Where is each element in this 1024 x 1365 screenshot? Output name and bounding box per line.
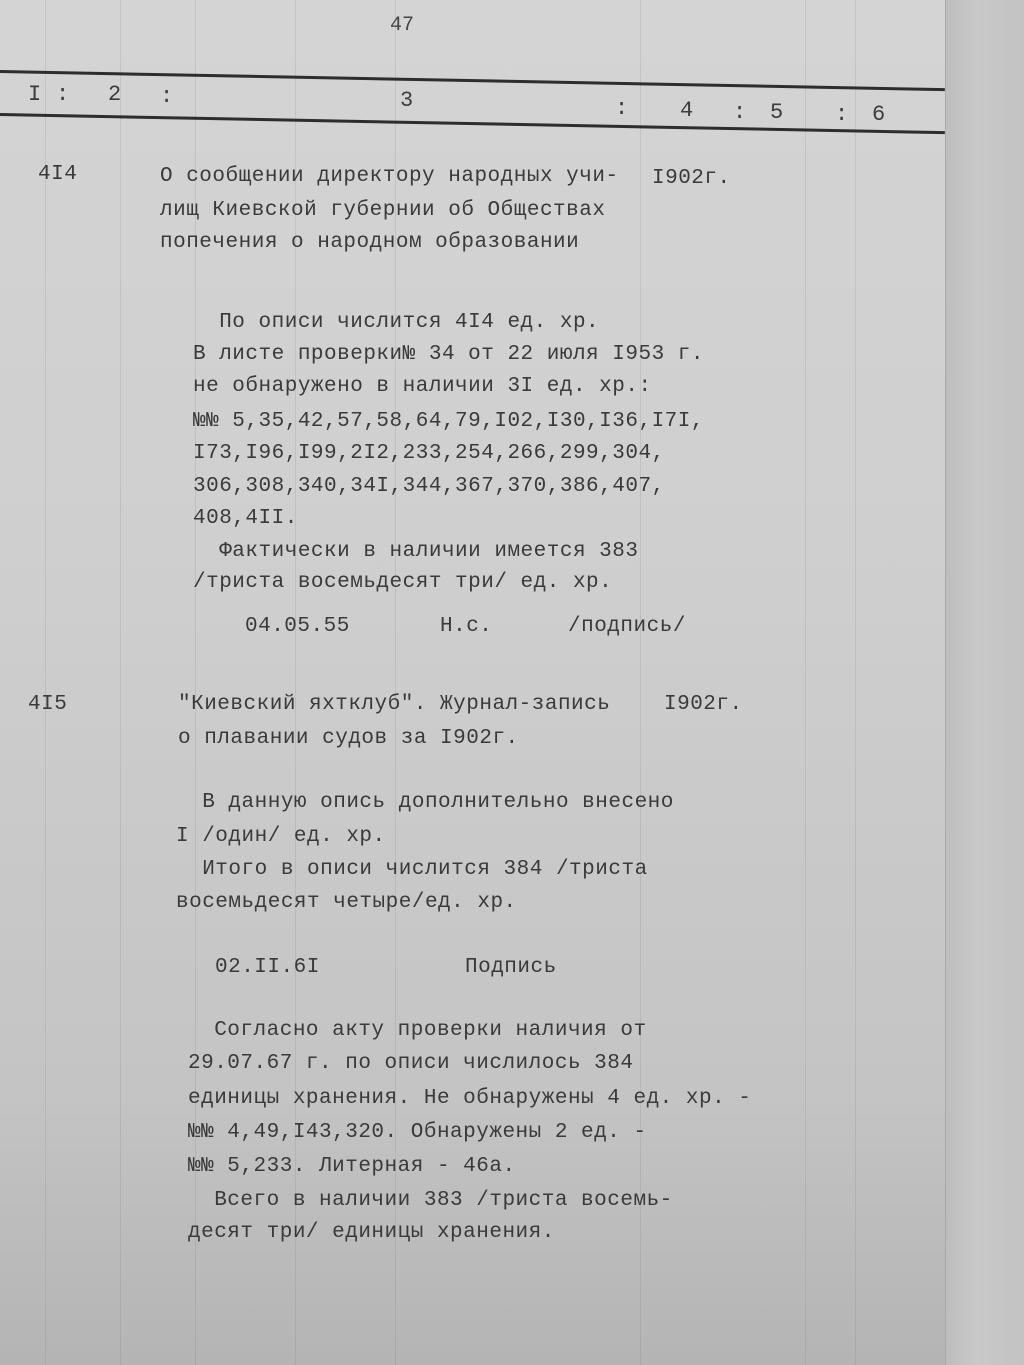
header-top-rule — [0, 70, 945, 91]
header-col-2: 2 — [108, 82, 122, 107]
note-line: В листе проверки№ 34 от 22 июля I953 г. — [193, 343, 704, 366]
header-col-6: 6 — [872, 102, 886, 127]
note-signature: /подпись/ — [568, 615, 686, 638]
note-signature: Подпись — [465, 956, 557, 979]
note-line: не обнаружено в наличии 3I ед. хр.: — [193, 375, 652, 398]
note-line: Итого в описи числится 384 /триста — [176, 858, 648, 881]
note-date: 04.05.55 — [245, 615, 350, 638]
note-line: восемьдесят четыре/ед. хр. — [176, 891, 517, 914]
note-line: единицы хранения. Не обнаружены 4 ед. хр. - — [188, 1087, 752, 1110]
header-bottom-rule — [0, 113, 945, 134]
underlying-page-edge — [945, 0, 1024, 1365]
entry-title-line: лищ Киевской губернии об Обществах — [160, 199, 606, 222]
note-line: I73,I96,I99,2I2,233,254,266,299,304, — [193, 442, 665, 465]
note-line: I /один/ ед. хр. — [176, 825, 386, 848]
entry-year: I902г. — [652, 167, 731, 190]
column-guide — [45, 0, 46, 1365]
note-line: №№ 5,233. Литерная - 46а. — [188, 1155, 516, 1178]
header-col-4: 4 — [680, 98, 694, 123]
note-line: №№ 4,49,I43,320. Обнаружены 2 ед. - — [188, 1121, 647, 1144]
note-line: №№ 5,35,42,57,58,64,79,I02,I30,I36,I7I, — [193, 410, 704, 433]
column-guide — [855, 0, 856, 1365]
entry-number: 4I5 — [28, 693, 68, 716]
entry-title-line: попечения о народном образовании — [160, 231, 580, 254]
entry-title-line: О сообщении директору народных учи- — [160, 165, 619, 188]
column-guide — [640, 0, 641, 1365]
entry-number: 4I4 — [38, 163, 78, 186]
entry-title-line: о плавании судов за I902г. — [178, 727, 519, 750]
note-initials: Н.с. — [440, 615, 493, 638]
note-line: Согласно акту проверки наличия от — [188, 1019, 647, 1042]
header-col-3: 3 — [400, 88, 414, 113]
header-sep: : — [733, 100, 747, 125]
header-col-5: 5 — [770, 100, 784, 125]
note-line: 408,4II. — [193, 507, 298, 530]
note-date: 02.II.6I — [215, 956, 320, 979]
note-line: По описи числится 4I4 ед. хр. — [193, 311, 600, 334]
header-sep: : — [160, 84, 174, 109]
column-guide — [805, 0, 806, 1365]
header-sep: : — [615, 96, 629, 121]
entry-year: I902г. — [664, 693, 743, 716]
note-line: /триста восемьдесят три/ ед. хр. — [193, 571, 613, 594]
note-line: 29.07.67 г. по описи числилось 384 — [188, 1052, 634, 1075]
column-guide — [120, 0, 121, 1365]
header-col-1: I — [28, 82, 42, 107]
note-line: Всего в наличии 383 /триста восемь- — [188, 1189, 673, 1212]
page-number: 47 — [390, 14, 415, 37]
note-line: десят три/ единицы хранения. — [188, 1221, 555, 1244]
note-line: 306,308,340,34I,344,367,370,386,407, — [193, 475, 665, 498]
header-sep: : — [835, 102, 849, 127]
header-sep: : — [56, 82, 70, 107]
entry-title-line: "Киевский яхтклуб". Журнал-запись — [178, 693, 611, 716]
note-line: Фактически в наличии имеется 383 — [193, 540, 639, 563]
note-line: В данную опись дополнительно внесено — [176, 791, 674, 814]
